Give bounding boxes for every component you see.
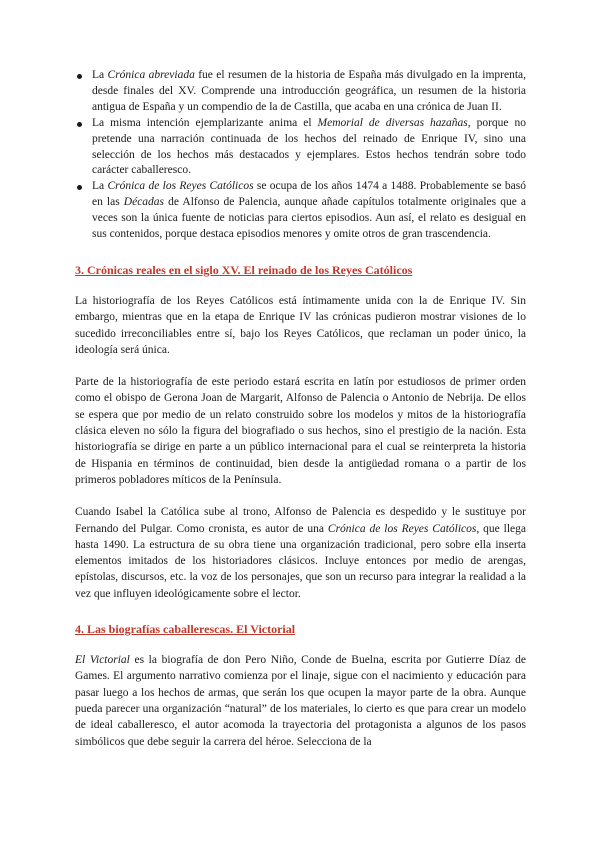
bullet-icon — [77, 185, 82, 190]
bullet-text-pre: La — [92, 69, 108, 81]
bullet-item — [75, 68, 526, 116]
bullet-icon — [77, 122, 82, 127]
paragraph-text-post: es la biografía de don Pero Niño, Conde de Buelna, escrita por Gutierre Díaz de Games. El argumento narrativo comienza por el linaje, sigue con el nacimiento y educación para pasar luego a los hechos de armas, que serán los que ocupen la mayor parte de la obra. Aunque pueda parecer una organización “natural” de los materiales, lo cierto es que para crear un modelo de ideal caballeresco, el autor acomoda la trayectoria del protagonista a algunos de los pasos simbólicos que debe seguir la carrera del héroe. Selecciona de la — [75, 654, 526, 748]
section-3-paragraph-3 — [75, 504, 526, 602]
paragraph-text-post: , que llega hasta 1490. La estructura de su obra tiene una organización tradicional, pero sobre ella inserta elementos imitados de los historiadores clásicos. Incluye entonces por medio de arengas, epístolas, discursos, etc. la voz de los personajes, que son un recurso para integrar la realidad a la vez que influyen ideológicamente sobre el lector. — [75, 522, 527, 600]
section-4-paragraph-1 — [75, 652, 526, 750]
section-3-paragraph-2: Parte de la historiografía de este periodo estará escrita en latín por estudiosos de primer orden como el obispo de Gerona Joan de Margarit, Alfonso de Palencia o Antonio de Nebrija. De ellos se espera que por medio de un relato construido sobre los modelos y mitos de la historiografía clásica eleven no sólo la figura del biografiado o sus hechos, sino el prestigio de la nación. Esta historiografía se dirige en parte a un público internacional para el cual se reinterpreta la historia de Hispania en términos de continuidad, bien desde la antigüedad romana o a partir de los primeros pobladores míticos de la Península. — [75, 376, 526, 486]
section-3-heading: 3. Crónicas reales en el siglo XV. El reinado de los Reyes Católicos — [75, 262, 413, 277]
section-4-heading: 4. Las biografías caballerescas. El Victorial — [75, 622, 296, 637]
paragraph-text-pre: Cuando Isabel la Católica sube al trono, Alfonso de Palencia es despedido y le sustituye por Fernando del Pulgar. Como cronista, es autor de una — [75, 506, 526, 535]
bullet-text-mid: se ocupa de los años 1474 a 1488. Probablemente se basó en las — [92, 180, 527, 209]
bullet-title: Crónica de los Reyes Católicos — [107, 180, 254, 193]
work-title: Crónica de los Reyes Católicos — [327, 522, 477, 535]
bullet-item — [75, 116, 526, 180]
bullet-list — [75, 68, 526, 243]
bullet-text-post: , porque no pretende una narración continuada de los hechos del reinado de Enrique IV, sino una selección de los hechos más destacados y ejemplares. Estos hechos tendrán sobre todo carácter caballeresco. — [92, 116, 527, 177]
bullet-item — [75, 179, 526, 243]
bullet-text-pre: La misma intención ejemplarizante anima el — [92, 116, 318, 129]
bullet-icon — [77, 74, 82, 79]
document-content — [75, 68, 526, 766]
bullet-text-post: fue el resumen de la historia de España más divulgado en la imprenta, desde finales del XV. Comprende una introducción geográfica, un resumen de la historia antigua de España y un compendio de la de Castilla, que acaba en una crónica de Juan II. — [92, 69, 526, 113]
bullet-title-2: Décadas — [123, 196, 165, 209]
bullet-text-pre: La — [92, 180, 108, 193]
bullet-title: Crónica abreviada — [107, 69, 195, 81]
bullet-text-post: de Alfonso de Palencia, aunque añade capítulos totalmente originales que a veces son la única fuente de noticias para ciertos episodios. Aun así, el relato es desigual en sus contenidos, porque destaca episodios menores y omite otros de gran trascendencia. — [92, 196, 526, 241]
section-3-paragraph-1: La historiografía de los Reyes Católicos está íntimamente unida con la de Enrique IV. Sin embargo, mientras que en la etapa de Enrique IV las crónicas pudieron mostrar visiones de lo sucedido irreconciliables entre sí, bajo los Reyes Católicos, que reclaman un poder único, la ideología será única. — [75, 294, 526, 356]
work-title: El Victorial — [75, 654, 130, 667]
bullet-title: Memorial de diversas hazañas — [317, 116, 468, 129]
